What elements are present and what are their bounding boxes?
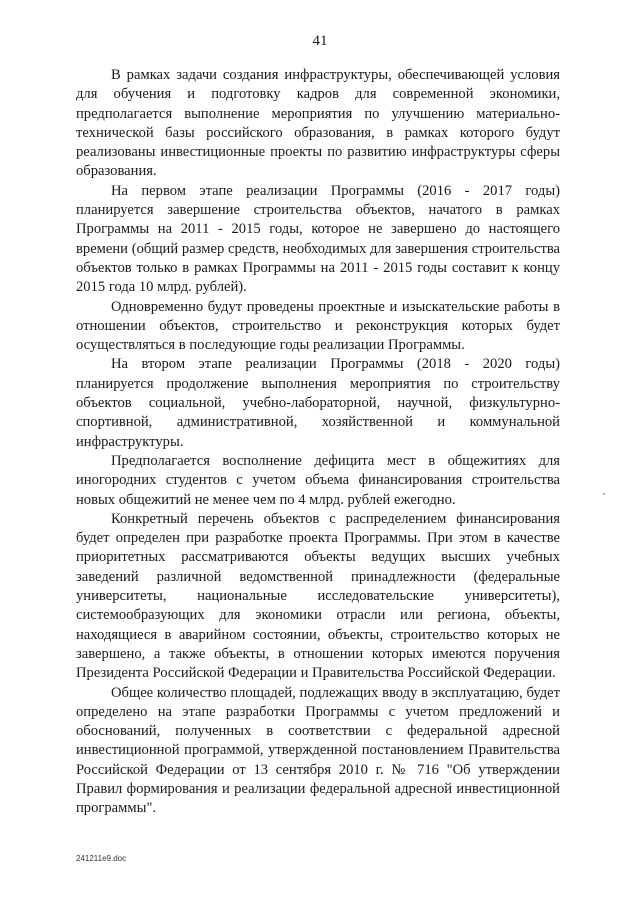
body-text <box>76 66 560 819</box>
paragraph-design-work: Одновременно будут проведены проектные и изыскательские работы в отношении объектов, строительство и реконструкция которых будет осуществляться в последующие годы реализации Программы. <box>76 298 560 354</box>
paragraph-first-stage: На первом этапе реализации Программы (2016 - 2017 годы) планируется завершение строительства объектов, начатого в рамках Программы на 2011 - 2015 годы, которое не завершено до настоящего времени (общий размер средств, необходимых для завершения строительства объектов только в рамках Программы на 2011 - 2015 годы составит к концу 2015 года 10 млрд. рублей). <box>76 182 560 296</box>
paragraph-dormitories: Предполагается восполнение дефицита мест в общежитиях для иногородних студентов с учетом объема финансирования строительства новых общежитий не менее чем по 4 млрд. рублей ежегодно. <box>76 452 560 508</box>
footer-file-name: 241211e9.doc <box>76 854 127 863</box>
paragraph-total-area: Общее количество площадей, подлежащих вводу в эксплуатацию, будет определено на этапе разработки Программы с учетом предложений и обоснований, полученных в соответствии с федеральной адресной инвестиционной программой, утвержденной постановлением Правительства Российской Федерации от 13 сентября 2010 г. № 716 "Об утверждении Правил формирования и реализации федеральной адресной инвестиционной программы". <box>76 684 560 817</box>
paragraph-object-list: Конкретный перечень объектов с распределением финансирования будет определен при разработке проекта Программы. При этом в качестве приоритетных рассматриваются объекты ведущих высших учебных заведений различной ведомственной принадлежности (федеральные университеты, национальные исследовательские университеты), системообразующих для экономики отрасли или региона, объекты, находящиеся в аварийном состоянии, объекты, строительство которых не завершено, а также объекты, в отношении которых имеются поручения Президента Российской Федерации и Правительства Российской Федерации. <box>76 510 560 682</box>
paragraph-second-stage: На втором этапе реализации Программы (2018 - 2020 годы) планируется продолжение выполнения мероприятия по строительству объектов социальной, учебно-лабораторной, научной, физкультурно-спортивной, административной, хозяйственной и коммунальной инфраструктуры. <box>76 356 560 450</box>
page-number: 41 <box>312 33 328 49</box>
paragraph-infrastructure-task: В рамках задачи создания инфраструктуры, обеспечивающей условия для обучения и подготовку кадров для современной экономики, предполагается выполнение мероприятия по улучшению материально-технической базы российского образования, в рамках которого будут реализованы инвестиционные проекты по развитию инфраструктуры сферы образования. <box>76 67 560 180</box>
scan-speck <box>603 493 605 495</box>
